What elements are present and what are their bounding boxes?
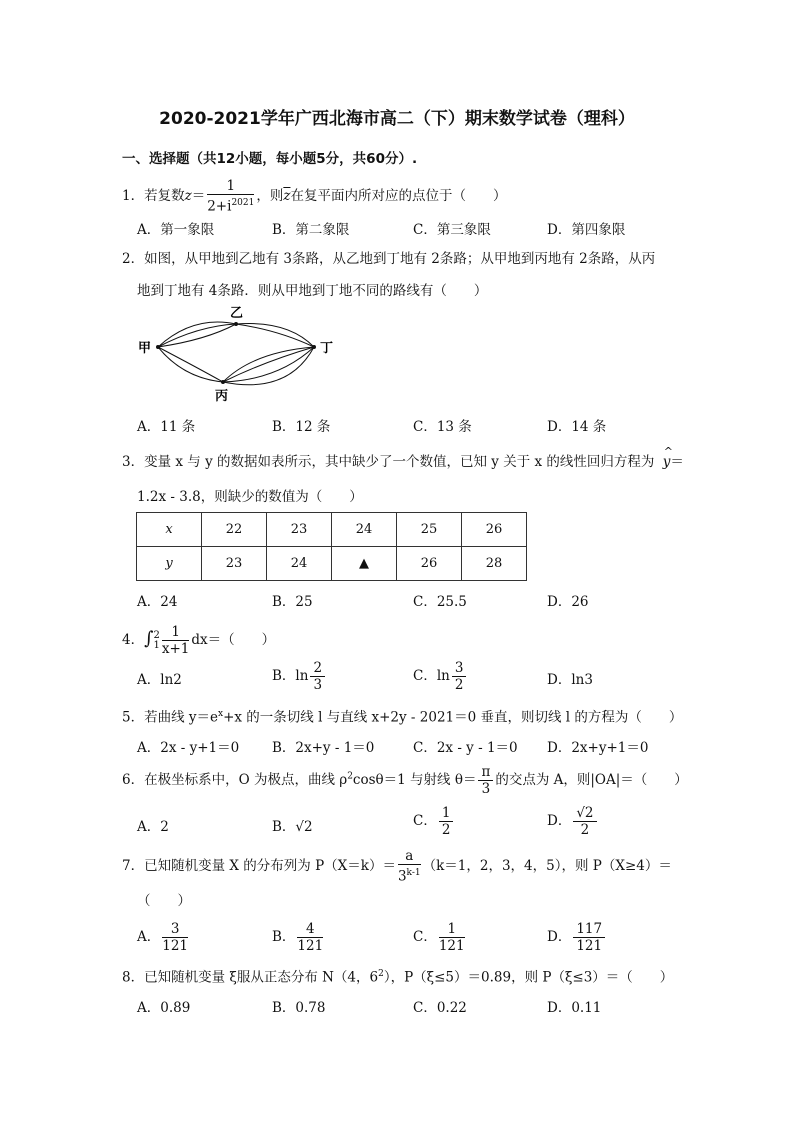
q8-option-d[interactable]: D．0.11 bbox=[547, 1000, 602, 1016]
q1-option-c[interactable]: C．第三象限 bbox=[413, 222, 491, 238]
q8-option-b[interactable]: B．0.78 bbox=[272, 1000, 326, 1016]
table-header-x: x bbox=[137, 513, 202, 547]
question-3-line-1: 3．变量 x 与 y 的数据如表所示，其中缺少了一个数值，已知 y 关于 x 的线性回归方程为 ^ y＝ bbox=[122, 445, 684, 470]
q5-option-a[interactable]: A．2x - y+1＝0 bbox=[137, 740, 240, 756]
route-yi-ding-2 bbox=[236, 324, 314, 347]
label-bing: 丙 bbox=[215, 389, 229, 404]
table-cell: 24 bbox=[267, 547, 332, 581]
q4-option-c[interactable]: C．ln $\frac{3}{2}$ bbox=[413, 660, 468, 693]
q6-option-a[interactable]: A．2 bbox=[137, 819, 169, 835]
route-jia-yi-1 bbox=[158, 322, 236, 347]
missing-value-triangle: ▲ bbox=[332, 547, 397, 581]
question-8: 8．已知随机变量 ξ服从正态分布 N（4，$6^2$），P（ξ≤5）＝0.89，则 P（ξ≤3）＝（ ） bbox=[122, 969, 674, 986]
question-1: 1．若复数z＝ $\frac{1}{2+i^{2021}}$ ，则$\overline{z}$在复平面内所对应的点位于（ ） bbox=[122, 178, 507, 215]
question-7-line-2: （ ） bbox=[137, 893, 191, 909]
data-table bbox=[136, 512, 527, 581]
q3-option-c[interactable]: C．25.5 bbox=[413, 594, 467, 610]
q4-option-b[interactable]: B．ln $\frac{2}{3}$ bbox=[272, 660, 327, 693]
question-6: 6．在极坐标系中，O 为极点，曲线 $\rho^2\cos\theta=1$ 与射线 θ＝ $\frac{\pi}{3}$ 的交点为 A，则|OA|＝（ ） bbox=[122, 764, 688, 797]
route-jia-yi-2 bbox=[158, 324, 236, 347]
label-yi: 乙 bbox=[230, 306, 244, 321]
label-ding: 丁 bbox=[320, 341, 334, 356]
table-header-y: y bbox=[137, 547, 202, 581]
q8-option-a[interactable]: A．0.89 bbox=[137, 1000, 191, 1016]
label-jia: 甲 bbox=[138, 341, 152, 356]
q5-option-d[interactable]: D．2x+y+1＝0 bbox=[547, 740, 649, 756]
question-3-line-2: 1.2x - 3.8，则缺少的数值为（ ） bbox=[137, 489, 363, 505]
exam-title: 2020-2021学年广西北海市高二（下）期末数学试卷（理科） bbox=[159, 109, 635, 129]
question-7: 7．已知随机变量 X 的分布列为 P（X＝k）＝ $\frac{a}{3^{k-1}}$ （k＝1，2，3，4，5），则 P（X≥4）＝ bbox=[122, 848, 672, 885]
q2-option-b[interactable]: B．12 条 bbox=[272, 419, 331, 435]
section-heading: 一、选择题（共12小题，每小题5分，共60分）. bbox=[122, 151, 418, 167]
q4-option-d[interactable]: D．ln3 bbox=[547, 672, 593, 688]
q7-option-c[interactable]: C． $\frac{1}{121}$ bbox=[413, 921, 465, 954]
q4-option-a[interactable]: A．ln2 bbox=[137, 672, 182, 688]
table-cell: 22 bbox=[202, 513, 267, 547]
question-4: 4．∫ 2 1 $\frac{1}{x+1}$ dx＝（ ） bbox=[122, 624, 276, 657]
question-5: 5．若曲线 $y=e^x+x$ 的一条切线 l 与直线 x+2y - 2021＝0 垂直，则切线 l 的方程为（ ） bbox=[122, 709, 683, 726]
q2-option-c[interactable]: C．13 条 bbox=[413, 419, 472, 435]
q8-option-c[interactable]: C．0.22 bbox=[413, 1000, 467, 1016]
q7-option-a[interactable]: A． $\frac{3}{121}$ bbox=[137, 921, 189, 954]
table-row-x bbox=[137, 513, 527, 547]
route-bing-ding-4 bbox=[223, 347, 314, 382]
route-bing-ding-1 bbox=[223, 347, 314, 385]
table-cell: 26 bbox=[462, 513, 527, 547]
q5-option-c[interactable]: C．2x - y - 1＝0 bbox=[413, 740, 518, 756]
table-cell: 23 bbox=[202, 547, 267, 581]
route-jia-bing-2 bbox=[158, 347, 223, 382]
q6-option-c[interactable]: C． $\frac{1}{2}$ bbox=[413, 805, 455, 838]
table-cell: 24 bbox=[332, 513, 397, 547]
route-yi-ding-1 bbox=[236, 323, 314, 347]
q5-option-b[interactable]: B．2x+y - 1＝0 bbox=[272, 740, 375, 756]
q6-option-b[interactable]: B．√2 bbox=[272, 819, 313, 835]
route-bing-ding-2 bbox=[223, 347, 314, 382]
q7-option-d[interactable]: D． $\frac{117}{121}$ bbox=[547, 921, 607, 954]
q2-option-a[interactable]: A．11 条 bbox=[137, 419, 196, 435]
q3-option-d[interactable]: D．26 bbox=[547, 594, 589, 610]
q2-option-d[interactable]: D．14 条 bbox=[547, 419, 607, 435]
table-row-y bbox=[137, 547, 527, 581]
q1-option-a[interactable]: A．第一象限 bbox=[137, 222, 215, 238]
table-cell: 26 bbox=[397, 547, 462, 581]
question-2-line-2: 地到丁地有 4条路．则从甲地到丁地不同的路线有（ ） bbox=[137, 283, 488, 299]
route-diagram bbox=[138, 300, 348, 410]
table-cell: 23 bbox=[267, 513, 332, 547]
question-2-line-1: 2．如图，从甲地到乙地有 3条路，从乙地到丁地有 2条路；从甲地到丙地有 2条路，从丙 bbox=[122, 251, 656, 267]
q3-option-b[interactable]: B．25 bbox=[272, 594, 313, 610]
q3-option-a[interactable]: A．24 bbox=[137, 594, 178, 610]
table-cell: 28 bbox=[462, 547, 527, 581]
q7-option-b[interactable]: B． $\frac{4}{121}$ bbox=[272, 921, 324, 954]
route-bing-ding-3 bbox=[223, 347, 314, 382]
route-jia-yi-3 bbox=[158, 324, 236, 347]
q6-option-d[interactable]: D． $\frac{√2}{2}$ bbox=[547, 805, 599, 838]
q1-option-b[interactable]: B．第二象限 bbox=[272, 222, 350, 238]
table-cell: 25 bbox=[397, 513, 462, 547]
q1-option-d[interactable]: D．第四象限 bbox=[547, 222, 626, 238]
